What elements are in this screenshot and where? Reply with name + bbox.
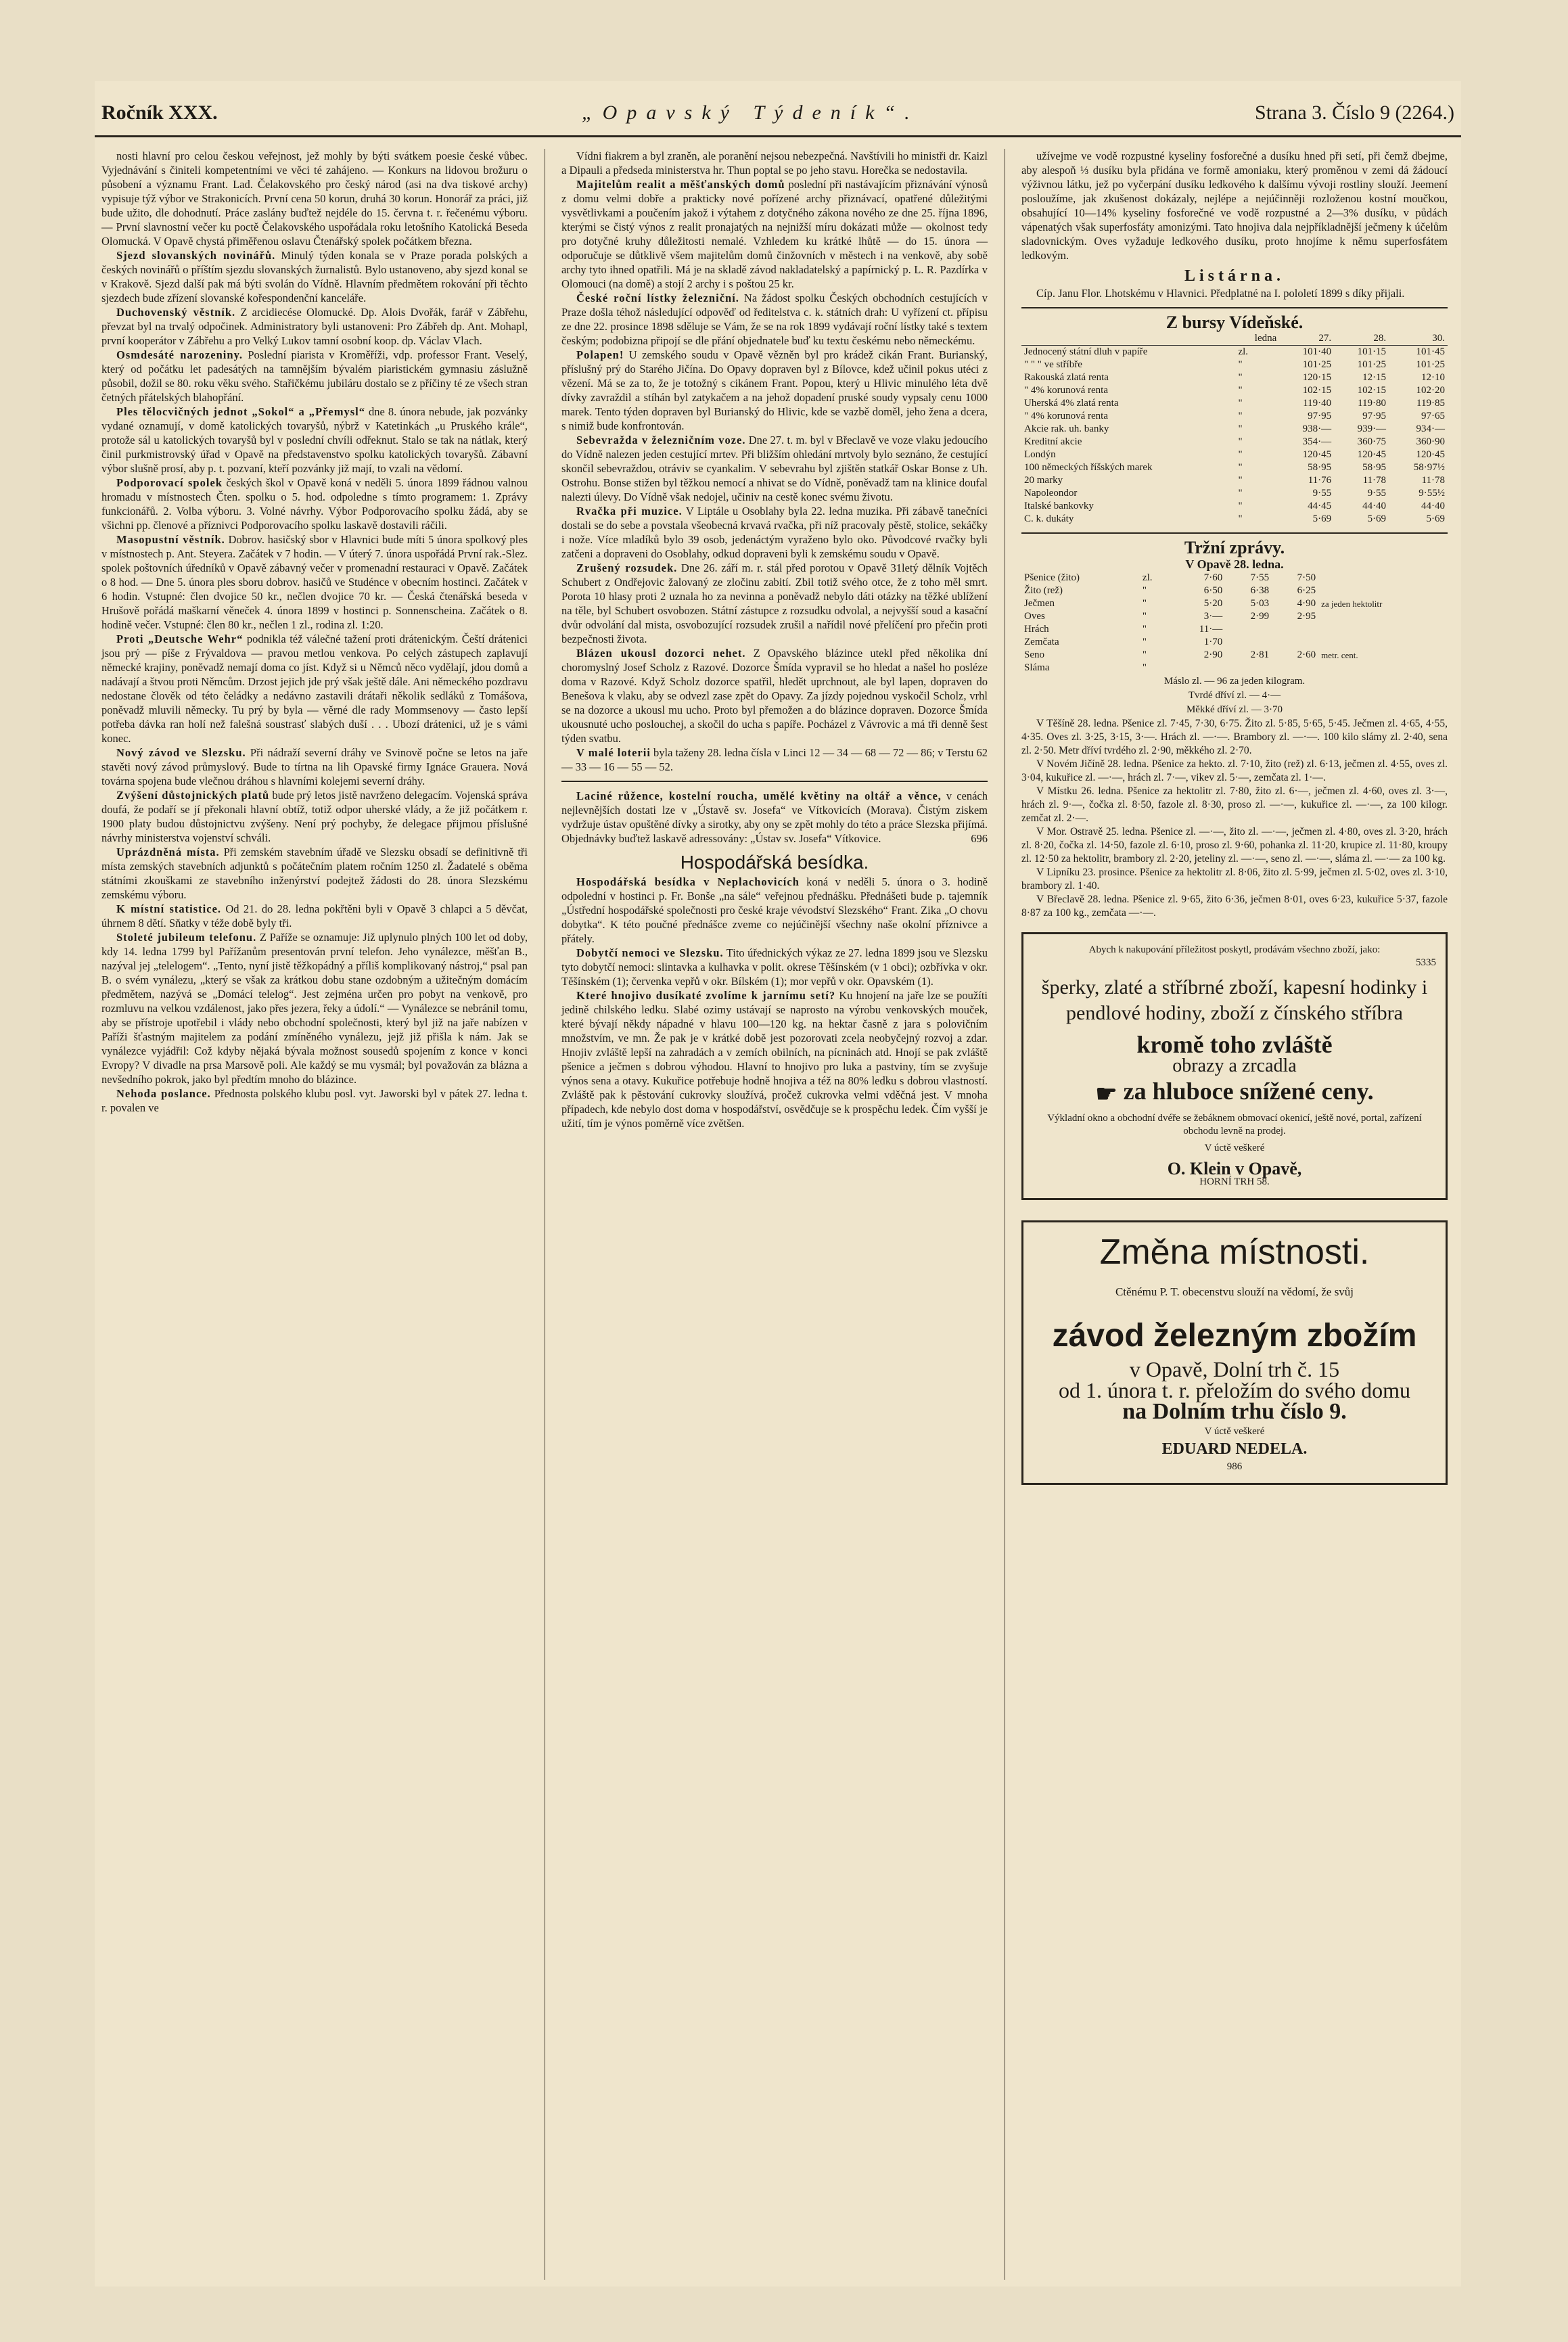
market-cell: " — [1142, 598, 1147, 609]
ad-location: v Opavě, Dolní trh č. 15 — [1129, 1356, 1340, 1381]
market-cell: 2·99 — [1250, 611, 1270, 622]
article-paragraph — [101, 149, 528, 248]
market-cell: Oves — [1024, 611, 1045, 622]
section-title: Hospodářská besídka. — [680, 852, 869, 873]
bourse-cell: Jednocený státní dluh v papíře — [1024, 346, 1148, 357]
bourse-cell: " — [1238, 423, 1243, 434]
market-cell: 2·90 — [1203, 649, 1223, 660]
nedela-advertisement — [1021, 1220, 1448, 1485]
bourse-cell: 9·55 — [1312, 488, 1332, 499]
article-paragraph — [561, 745, 988, 774]
article-heading: V malé loterii — [576, 746, 651, 759]
article-paragraph — [101, 348, 528, 405]
newspaper-page — [95, 81, 1461, 2287]
divider — [561, 781, 988, 782]
divider — [1021, 307, 1448, 308]
bourse-table — [1021, 332, 1448, 526]
bourse-cell: 939·— — [1357, 423, 1387, 434]
bourse-header-row — [1021, 332, 1448, 346]
bourse-cell: 5·69 — [1426, 513, 1445, 524]
pointing-hand-icon: ☛ — [1095, 1080, 1117, 1107]
article-paragraph — [101, 845, 528, 902]
bourse-cell: 934·— — [1416, 423, 1445, 434]
article-heading: K místní statistice. — [116, 902, 222, 915]
ad-emphasis: kromě toho zvláště — [1136, 1031, 1333, 1058]
article-paragraph — [561, 149, 988, 177]
market-cell — [1170, 662, 1225, 674]
article-paragraph — [561, 177, 988, 291]
bourse-cell: 120·15 — [1302, 372, 1332, 383]
market-cell — [1272, 662, 1318, 674]
article-paragraph — [101, 632, 528, 745]
market-cell: " — [1142, 585, 1147, 596]
bourse-cell: " — [1238, 385, 1243, 396]
market-cell — [1272, 636, 1318, 649]
bourse-row — [1021, 500, 1448, 513]
bourse-cell: 97·95 — [1362, 411, 1387, 421]
market-cell: 2·95 — [1297, 611, 1316, 622]
ad-move: od 1. února t. r. přeložím do svého domu — [1059, 1377, 1410, 1402]
article-text: Cíp. Janu Flor. Lhotskému v Hlavnici. Předplatné na I. pololetí 1899 s díky přijali. — [1036, 287, 1405, 300]
divider — [1021, 532, 1448, 534]
bourse-cell: Napoleondor — [1024, 488, 1078, 499]
article-text: koná v neděli 5. února o 3. hodině odpolední v hostinci p. Fr. Bonše „na sále“ veřejnou přednášku. Přednášeti bude p. tajemník „Ústřední hospodářské společnosti pro české kraje vévodství Slezského“ Frant. Zika „O chovu dobytka“. K této poučné přednášce zveme co nejúčinější všechny naše okolní příznivce a přátely. — [561, 875, 988, 945]
bourse-cell: zl. — [1238, 346, 1249, 357]
market-note: Měkké dříví zl. — 3·70 — [1186, 704, 1283, 715]
article-heading: Proti „Deutsche Wehr“ — [116, 633, 244, 645]
article-text: Přednosta polského klubu posl. vyt. Jaworski byl v pátek 27. ledna t. r. povalen ve — [101, 1087, 528, 1114]
volume-label: Ročník XXX. — [101, 101, 218, 124]
bourse-cell: 11·78 — [1362, 475, 1387, 486]
bourse-cell: 9·55½ — [1419, 488, 1445, 499]
ad-new-address: na Dolním trhu číslo 9. — [1122, 1398, 1347, 1424]
article-text: Tito úřednických výkaz ze 27. ledna 1899 jsou ve Slezsku tyto dobytčí nemoci: slintavka a kulhavka v polit. okrese Těšínském (v 1 obci); ozbřívka v okr. Těšínském (1); červenka vepřů v okr. Bílském (1); mor vepřů v okr. Opavském (1). — [561, 946, 988, 988]
article-paragraph — [101, 405, 528, 476]
article-heading: Duchovenský věstník. — [116, 306, 236, 319]
bourse-cell: 5·69 — [1367, 513, 1387, 524]
bourse-cell: 101·40 — [1302, 346, 1332, 357]
bourse-row — [1021, 346, 1448, 359]
market-cell: 5·20 — [1203, 598, 1223, 609]
bourse-cell: 44·40 — [1362, 501, 1387, 511]
article-heading: Blázen ukousl dozorci nehet. — [576, 647, 746, 660]
market-cell: 6·50 — [1203, 585, 1223, 596]
article-text: Minulý týden konala se v Praze porada polských a českých novinářů o příštím sjezdu slovanských žurnalistů. Bylo ustanoveno, aby sjezd konal se v Krakově. Sjezd další pak má býti svolán do Vídně. Hlavním předmětem rokování při těchto sjezdech bude zřízení slovanské kořespondenční kanceláře. — [101, 249, 528, 304]
article-text: v cenách nejlevnějších dostati lze v „Ústavě sv. Josefa“ ve Vítkovicích (Morava). Čistým ziskem vydržuje ústav opuštěné dívky a sirotky, aby ony se zpět mohly do této a práce Slezska přijímá. Objednávky buďtež laskavě adressovány: „Ústav sv. Josefa“ Vítkovice. — [561, 789, 988, 845]
market-report: V Mor. Ostravě 25. ledna. Pšenice zl. —·—, žito zl. —·—, ječmen zl. 4·80, oves zl. 3·20, hrách zl. 8·20, čočka zl. 14·50, fazole zl. 6·10, proso zl. 9·60, pohanka zl. 11·20, krupice zl. 11·80, kroupy zl. 12·50 za hektolitr, brambory zl. 2·20, jeteliny zl. —·—, seno zl. —·—, sláma zl. —·— za 100 kg. — [1021, 826, 1448, 865]
article-text: užívejme ve vodě rozpustné kyseliny fosforečné a dusíku hned při setí, při čemž dbejme, aby alespoň ⅓ dusíku byla přidána ve formě amoniaku, který proměnou v zemi dá žádoucí výživnou látku, jež po vyčerpání dusíku ledkového k dalšímu vývoji rostliny slouží. Jeemení posloužíme, jak zkušenost dokázaly, nejlépe a nejúčinněji rozloženou kostní moučkou, obsahující 10—14% kyseliny fosforečné ve vodě rozpustné a 2—3% dusíku, v půdách vápenatých však superfosfáty amonizými. Tato hnojiva dala nejpříkladnější ječmeny k účelům sladovnickým. Oves vyžaduje ledkového dusíku, proto hnojíme k němu superfosfátem ledkovým. — [1021, 150, 1448, 262]
article-heading: Hospodářská besídka v Neplachovicích — [576, 875, 800, 888]
bourse-row — [1021, 513, 1448, 526]
market-cell: 3·— — [1203, 611, 1223, 622]
bourse-cell: " — [1238, 398, 1243, 409]
bourse-cell: 44·40 — [1421, 501, 1445, 511]
bourse-cell: " — [1238, 501, 1243, 511]
ad-items: šperky, zlaté a stříbrné zboží, kapesní hodinky i pendlové hodiny, zboží z čínského stříbra — [1041, 976, 1428, 1024]
market-cell: Seno — [1024, 649, 1044, 660]
bourse-header-cell: ledna — [1235, 332, 1279, 346]
bourse-cell: " — [1238, 462, 1243, 473]
market-cell: 6·38 — [1250, 585, 1270, 596]
market-report: V Novém Jičíně 28. ledna. Pšenice za hekto. zl. 7·10, žito (rež) zl. 6·13, ječmen zl. 4·55, oves zl. 3·04, kukuřice zl. —·—, hrách zl. 7·—, vikev zl. 5·—, zemčata zl. 1·—. — [1021, 758, 1448, 783]
article-paragraph — [561, 875, 988, 946]
article-heading: Majitelům realit a měšťanských domů — [576, 178, 785, 191]
bourse-cell: " — [1238, 513, 1243, 524]
market-unit — [1318, 636, 1448, 649]
article-text: Při nádraží severní dráhy ve Svinově počne se letos na jaře stavěti nový závod průmyslový. Bude to tírtna na lih Opavské firmy Ignáce Grauera. Nová továrna spojena bude vlečnou dráhou s hlavními kolejemi severní dráhy. — [101, 746, 528, 787]
article-text: Vídni fiakrem a byl zraněn, ale poranění nejsou nebezpečná. Navštívili ho ministři dr. Kaizl a Dipauli a předseda ministerstva hr. Thun poptal se po jeho stavu. Horečka se nedostavila. — [561, 150, 988, 177]
bourse-cell: " — [1238, 372, 1243, 383]
bourse-cell: 9·55 — [1367, 488, 1387, 499]
ad-title: Změna místnosti. — [1099, 1232, 1370, 1272]
bourse-cell: 102·20 — [1416, 385, 1445, 396]
bourse-cell: 102·15 — [1357, 385, 1387, 396]
article-heading: Zrušený rozsudek. — [576, 561, 678, 574]
article-heading: Masopustní věstník. — [116, 533, 225, 546]
article-text: Z Opavského blázince utekl před několika dní choromyslný Josef Scholz z Razové. Dozorce Šmída vypravil se ho hledat a našel ho posléze doma v Razové. Když Scholz dozorce spatřil, hledět uprchnout, ale byl lapen, dopraven do Benešova k vlaku, aby se odvezl zase zpět do Opavy. Za jízdy pojednou vyskočil Scholz, vrhl se na dozorce a ukousl mu ucho. Proto byl přemožen a do blázince dopraven. Dozorce Šmída ukousnuté ucho poslouchej, a skočil do ucha s papíře. Pocházel z Vávrovic a má tři denně šest týden svatbu. — [561, 647, 988, 745]
article-paragraph — [561, 433, 988, 504]
market-title: Tržní zprávy. — [1184, 538, 1285, 557]
ad-advertiser-name: EDUARD NEDELA. — [1161, 1440, 1308, 1458]
bourse-row — [1021, 384, 1448, 397]
article-text: Dne 27. t. m. byl v Břeclavě ve voze vlaku jedoucího do Vídně nalezen jeden cestující mrtev. Při bližším ohledání mrtvoly bylo seznáno, že cestující skončil sebevraždou, otráviv se cyankalim. V sebevrahu byl zjištěn statkář Oskar Bonse z Uh. Ostrohu. Bonse stižen byl těžkou nemocí a nhivat se do Vídně, poněvadž tam na klinice doufal nalezti úlevy. Do Vídně však nedojel, učiniv na cestě konec svému životu. — [561, 434, 988, 503]
article-heading: Uprázdněná místa. — [116, 846, 220, 858]
article-paragraph — [561, 988, 988, 1130]
article-heading: Ples tělocvičných jednot „Sokol“ a „Přemysl“ — [116, 405, 365, 418]
bourse-row — [1021, 371, 1448, 384]
market-row — [1021, 662, 1448, 674]
market-unit — [1318, 662, 1448, 674]
market-row — [1021, 597, 1448, 610]
article-paragraph — [101, 788, 528, 845]
market-row — [1021, 584, 1448, 597]
article-text: byla taženy 28. ledna čísla v Linci 12 — 34 — 68 — 72 — 86; v Terstu 62 — 33 — 16 — 55 — 52. — [561, 746, 988, 773]
bourse-cell: " — [1238, 359, 1243, 370]
bourse-header-cell: 30. — [1389, 332, 1448, 346]
market-cell: 6·25 — [1297, 585, 1316, 596]
article-heading: Laciné růžence, kostelní roucha, umělé květiny na oltář a věnce, — [576, 789, 942, 802]
bourse-cell: 354·— — [1302, 436, 1332, 447]
article-text: poslední při nastávajícím přiznávání výnosů z domu velmi dobře a prakticky nové pořízené archy přiznávací, opatřené důležitými vysvětlivkami a poučením jakož i výtahem z dotyčného zákona nového ze dne 25. října 1896, kterými se čistý výnos z realit pronajatých na nejnižší míru dokázati může — okolnost tedy pro dotyčné kruhy důležitosti nemalé. Vzhledem ku krátké lhůtě — do 15. února — odporučuje se důtklivě všem majitelům domů činžovních v městech i na venkově, aby sobě archy tyto ihned opatřili. Má je na skladě závod nakladatelský a papírnický p. L. R. Pazdírka v Olomouci (na domě) a stojí 2 archy i s poštou 25 kr. — [561, 178, 988, 290]
ad-items-2: obrazy a zrcadla — [1172, 1055, 1297, 1076]
bourse-cell: Uherská 4% zlatá renta — [1024, 398, 1119, 409]
bourse-cell: 120·45 — [1416, 449, 1445, 460]
market-subtitle: V Opavě 28. ledna. — [1185, 557, 1284, 571]
article-text: českých škol v Opavě koná v neděli 5. února 1899 řádnou valnou hromadu v místnostech Čten. spolku o 5. hod. odpoledne s tímto programem: 1. Zprávy funkcionářů. 2. Volba výboru. 3. Volné návrhy. Výbor Podporovacího spolku žádá, aby se všichni pp. členové a příznivci Podporovacího spolku laskavě dostavili ráčili. — [101, 476, 528, 532]
article-paragraph — [561, 646, 988, 745]
market-report: V Místku 26. ledna. Pšenice za hektolitr zl. 7·80, žito zl. 6·—, ječmen zl. 4·60, oves zl. 3·—, hrách zl. 9·—, čočka zl. 8·50, fazole zl. 8·30, proso zl. —·—, kukuřice zl. —·—, za 100 kilogr. zemčat zl. 2·—. — [1021, 785, 1448, 824]
bourse-cell: 119·40 — [1303, 398, 1332, 409]
column-3-text — [1021, 149, 1448, 300]
section-heading: Listárna. — [1184, 267, 1285, 285]
article-heading: Dobytčí nemoci ve Slezsku. — [576, 946, 724, 959]
market-cell: 7·55 — [1250, 572, 1270, 583]
market-cell: Ječmen — [1024, 598, 1055, 609]
bourse-cell: 101·25 — [1357, 359, 1387, 370]
column-3 — [1021, 149, 1448, 1485]
market-cell: 4·90 — [1297, 598, 1316, 609]
article-heading: Nehoda poslance. — [116, 1087, 211, 1100]
bourse-cell: Akcie rak. uh. banky — [1024, 423, 1109, 434]
article-paragraph — [101, 476, 528, 532]
bourse-cell: 101·45 — [1416, 346, 1445, 357]
market-cell: Zemčata — [1024, 637, 1059, 647]
running-head — [95, 95, 1461, 137]
bourse-cell: Londýn — [1024, 449, 1056, 460]
market-cell: " — [1142, 624, 1147, 635]
article-text: podnikla též válečné tažení proti drátenickým. Čeští drátenici jsou prý — píše z Frývaldova — pravou metlou venkova. Po celých zástupech zaplavují německé krajiny, poněvadž nemají doma co jíst. Když si u Němců něco vydělají, jdou domů a nadávají a štvou proti Němcům. Drzost jejich jde prý však ještě dále. Ani německého pozdravu nedostane člověk od této čeládky a nedávno zastavili drátaři několik sedláků z Tomášova, poněvadž mluvili německy. Tu prý by byla — věrné dle rady Mommsenovy — často lepší potřeba dávka ran holí než falešná soustrasť slabých duší . . . Ubozí drátenici, už je s vámi konec. — [101, 633, 528, 745]
ad-address: HORNÍ TRH 58. — [1199, 1176, 1270, 1187]
bourse-row — [1021, 397, 1448, 410]
newspaper-title: „Opavský Týdeník“. — [582, 101, 919, 124]
market-cell: 1·70 — [1203, 637, 1223, 647]
article-paragraph — [101, 248, 528, 305]
article-paragraph — [561, 946, 988, 988]
market-cell — [1225, 623, 1272, 636]
bourse-cell: " 4% korunová renta — [1024, 411, 1108, 421]
bourse-row — [1021, 487, 1448, 500]
market-unit — [1318, 584, 1448, 597]
bourse-header-cell: 28. — [1334, 332, 1389, 346]
bourse-cell: 120·45 — [1302, 449, 1332, 460]
market-report: V Těšíně 28. ledna. Pšenice zl. 7·45, 7·30, 6·75. Žito zl. 5·85, 5·65, 5·45. Ječmen zl. 4·65, 4·55, 4·35. Oves zl. 3·25, 3·15, 3·—. Hrách zl. —·—. Brambory zl. —·—. 100 kilo slámy zl. 2·40, sena zl. 2·50. Metr dříví tvrdého zl. 2·90, měkkého zl. 2·70. — [1021, 718, 1448, 756]
market-cell: " — [1142, 637, 1147, 647]
market-cell: 11·— — [1199, 624, 1223, 635]
article-text: Dobrov. hasičský sbor v Hlavnici bude míti 5 února spolkový ples v místnostech p. Ant. Steyera. Začátek v 7 hodin. — V úterý 7. února uspořádá První rak.-Slez. spolek poštovních úředníků v Opavě zábavný večer v promenadní restauraci v Opavě. Začátek o 8 hod. — Dne 5. února ples sboru dobrov. hasičů ve Studénce v obecním hostinci. Začátek v 6 hodin. Vstupné: člen dvojice 50 kr., nečlen dvojice 70 kr. — Česká čtenářská beseda v Hrušově pořádá maškarní věneček 4. února 1899 v hostinci p. Sonnenscheina. Začátek o 8. hodině večer. Vstupné: člen 80 kr., nečlen 1 zl., rodina zl. 1:20. — [101, 533, 528, 631]
bourse-row — [1021, 423, 1448, 436]
article-heading: Zvýšení důstojnických platů — [116, 789, 270, 802]
bourse-cell: Italské bankovky — [1024, 501, 1094, 511]
ad-number: 696 — [971, 832, 988, 845]
bourse-cell: 938·— — [1302, 423, 1332, 434]
bourse-row — [1021, 359, 1448, 371]
market-report: V Lipníku 23. prosince. Pšenice za hektolitr zl. 8·06, žito zl. 5·99, ječmen zl. 5·02, oves zl. 3·10, brambory zl. 1·40. — [1021, 867, 1448, 892]
bourse-cell: C. k. dukáty — [1024, 513, 1074, 524]
ad-price: za hluboce snížené ceny. — [1123, 1078, 1374, 1105]
ad-contact: V úctě veškeré — [1204, 1142, 1265, 1153]
article-text: Dne 26. září m. r. stál před porotou v Opavě 31letý dělník Vojtěch Schubert z Ondřejovic žalovaný ze zločinu zabití. Zbil totiž svého otce, že z toho měl smrt. Porota 10 hlasy proti 2 uznala ho za nevinna a poněvadž nebylo dáti otázky na těžké ublížení na těle, byl Schubert osvobozen. Státní zástupce z rozsudku odvolal, a nejvyšší soud a kasační dvůr odvolání dal mista, osvobozující rozsudek zrušil a nařídil nové přelíčení pro přečin proti bezpečnosti života. — [561, 561, 988, 645]
article-text: Z arcidiecése Olomucké. Dp. Alois Dvořák, farář v Zábřehu, převzat byl na trvalý odpočinek. Administratory byli ustanoveni: Pro Zábřeh dp. Ant. Mohapl, první kooperátor v Zábřehu a pro Velký Lukov tamní osobní koop. dp. Václav Vlach. — [101, 306, 528, 347]
market-unit — [1318, 610, 1448, 623]
bourse-cell: 101·15 — [1357, 346, 1387, 357]
page-number: Strana 3. Číslo 9 (2264.) — [1255, 101, 1454, 124]
market-cell: " — [1142, 649, 1147, 660]
bourse-row — [1021, 461, 1448, 474]
market-cell — [1225, 662, 1272, 674]
bourse-row — [1021, 474, 1448, 487]
article-paragraph — [561, 504, 988, 561]
article-text: Z Paříže se oznamuje: Již uplynulo plných 100 let od doby, kdy 14. ledna 1799 byl Pařížanům presentován první telefon. Jeho vynálezce, měšťan B., nazýval jej „telelogem“. „Tento, nyní jistě těžkopádný a příliš komplikovaný nástroj,“ psal pan B. o svém vynálezu, „který se však za krátkou dobu stane ozdobným a užitečným domácím předmětem, nazývá se „Domácí telelog“. Jest zejména určen pro pobyt na venkově, pro rozmluvu na velkou vzdálenost, jako přes jezera, řeky a údolí.“ — Vynálezce se nebránil tomu, aby se přístroje upotřebil i vlády nebo obchodní společnosti, který byl již na jaře nabízen v Paříži šťastným majitelem za podání zmíněného vynálezu, jejž již přišla k nám. Jak se vynálezce vyjádřil: Což kdyby nějaká bývala možnost sousedů spojením z konce v konci Evropy? V divadle na prsa Marsově poli. Ale každý se mu vysmál; byl považován za blázna a nevšedního pokrok, jako byl předtím mnoho do blázince. — [101, 931, 528, 1086]
market-unit: za jeden hektolitr — [1321, 599, 1383, 609]
bourse-cell: 102·15 — [1302, 385, 1332, 396]
bourse-cell: 360·90 — [1416, 436, 1445, 447]
article-text: bude prý letos jistě navrženo delegacím. Vojenská správa doufá, že podaří se jí překonali hlavní obtíž, totiž odpor uherské vlády, a že již počátkem r. 1900 platy budou důstojnictvu zvýšeny. Není prý pochyby, že delegace přijmou příslušné návrhy ministerstva vojenství schváli. — [101, 789, 528, 844]
bourse-header-cell: 27. — [1279, 332, 1334, 346]
bourse-cell: 360·75 — [1357, 436, 1387, 447]
bourse-cell: " " " ve stříbře — [1024, 359, 1082, 370]
article-heading: Podporovací spolek — [116, 476, 223, 489]
market-cell: " — [1142, 611, 1147, 622]
bourse-cell: 97·65 — [1421, 411, 1445, 421]
article-heading: Polapen! — [576, 348, 624, 361]
market-cell: 5·03 — [1250, 598, 1270, 609]
ad-small-print: Výkladní okno a obchodní dvéře se žebáknem obmovací okenicí, ještě nové, portal, zařízení obchodu levně na prodej. — [1047, 1112, 1422, 1136]
market-unit: metr. cent. — [1321, 650, 1358, 660]
bourse-row — [1021, 410, 1448, 423]
market-note: Tvrdé dříví zl. — 4·— — [1188, 690, 1281, 701]
article-paragraph — [561, 789, 988, 846]
bourse-cell: 20 marky — [1024, 475, 1063, 486]
article-paragraph — [101, 1086, 528, 1115]
market-row — [1021, 572, 1448, 584]
article-paragraph — [101, 902, 528, 930]
article-paragraph — [101, 930, 528, 1086]
ad-number: 5335 — [1416, 957, 1436, 968]
article-text: V Liptále u Osoblahy byla 22. ledna muzika. Při zábavě tanečníci dostali se do sebe a povstala všeobecná krvavá rvačka, při níž pracovaly pěstě, stolice, sekáčky i nože. Více mladíků bylo 39 osob, jedenáctým vyraženo bylo oko. Původcové rvačky byli zatčeni a dopraveni do Osoblahy, odkud dopraveni byli k zemskému soudu v Opavě. — [561, 505, 988, 560]
bourse-cell: " — [1238, 488, 1243, 499]
bourse-cell: " 4% korunová renta — [1024, 385, 1108, 396]
market-cell — [1225, 636, 1272, 649]
klein-advertisement — [1021, 932, 1448, 1200]
market-report: V Břeclavě 28. ledna. Pšenice zl. 9·65, žito 6·36, ječmen 8·01, oves 6·23, kukuřice 5·37, fazole 8·87 za 100 kg., zemčata —·—. — [1021, 894, 1448, 919]
article-text: Při zemském stavebním úřadě ve Slezsku obsadí se definitivně tři místa zemských stavebních adjunktů s počátečním platem ročním 1250 zl. Žadatelé s oběma státními zkouškami ze stavebního inženýrství podejtež žádosti do 28. února Slezskému zemskému výboru. — [101, 846, 528, 901]
market-cell: " — [1142, 662, 1147, 673]
bourse-cell: 11·78 — [1421, 475, 1445, 486]
market-cell: Sláma — [1024, 662, 1050, 673]
ad-advertiser-name: O. Klein v Opavě, — [1167, 1158, 1302, 1178]
market-reports — [1021, 717, 1448, 920]
bourse-row — [1021, 436, 1448, 449]
article-heading: České roční lístky železniční. — [576, 292, 739, 304]
market-cell: zl. — [1142, 572, 1153, 583]
market-table — [1021, 572, 1448, 674]
article-heading: Které hnojivo dusíkaté zvolíme k jarnímu setí? — [576, 989, 836, 1002]
ad-greeting: Ctěnému P. T. obecenstvu slouží na vědomí, že svůj — [1115, 1285, 1354, 1298]
article-paragraph — [561, 561, 988, 646]
ad-regards: V úctě veškeré — [1204, 1425, 1265, 1437]
article-heading: Stoleté jubileum telefonu. — [116, 931, 257, 944]
article-paragraph — [101, 532, 528, 632]
article-paragraph — [101, 745, 528, 788]
bourse-cell: Rakouská zlatá renta — [1024, 372, 1109, 383]
bourse-cell: 12·10 — [1421, 372, 1445, 383]
bourse-cell: 58·95 — [1362, 462, 1387, 473]
bourse-cell: 5·69 — [1312, 513, 1332, 524]
market-cell — [1272, 623, 1318, 636]
bourse-cell: " — [1238, 475, 1243, 486]
article-heading: Nový závod ve Slezsku. — [116, 746, 246, 759]
bourse-cell: 97·95 — [1308, 411, 1332, 421]
bourse-cell: 101·25 — [1302, 359, 1332, 370]
article-heading: Osmdesáté narozeniny. — [116, 348, 244, 361]
bourse-cell: Kreditní akcie — [1024, 436, 1082, 447]
market-row — [1021, 649, 1448, 662]
market-cell: Pšenice (žito) — [1024, 572, 1080, 583]
bourse-cell: 119·85 — [1416, 398, 1445, 409]
ad-business: závod železným zbožím — [1052, 1317, 1417, 1354]
bourse-cell: " — [1238, 411, 1243, 421]
market-cell: Žito (rež) — [1024, 585, 1063, 596]
market-unit — [1318, 623, 1448, 636]
article-paragraph — [101, 305, 528, 348]
bourse-cell: 12·15 — [1362, 372, 1387, 383]
market-row — [1021, 610, 1448, 623]
article-paragraph — [1021, 286, 1448, 300]
article-paragraph — [1021, 149, 1448, 262]
bourse-cell: 58·97½ — [1413, 462, 1445, 473]
market-cell: Hrách — [1024, 624, 1049, 635]
column-2 — [561, 149, 988, 1130]
article-heading: Sjezd slovanských novinářů. — [116, 249, 276, 262]
bourse-cell: 44·45 — [1308, 501, 1332, 511]
bourse-row — [1021, 449, 1448, 461]
article-heading: Sebevražda v železničním voze. — [576, 434, 746, 446]
ad-intro: Abych k nakupování příležitost poskytl, prodávám všechno zboží, jako: — [1088, 944, 1381, 955]
bourse-cell: 119·80 — [1358, 398, 1387, 409]
article-text: U zemského soudu v Opavě vězněn byl pro krádež cikán Frant. Burianský, příslušný prý do Starého Jičína. Do Opavy dopraven byl z Bílovce, kdež učinil pokus utéci z vězení. Má se za to, že je totožný s cikánem Frant. Popou, který u Hlivic minulého léta dvě dívky zavraždil a stíhán byl zatykačem a na jehož dopadení pruské soudy vypsaly cenu 1000 marek. Tento týden dopraven byl Burianský do Hlivic, kde se vazbě doměl, jeho žena a dcera, s nimiž bude konfrontován. — [561, 348, 988, 432]
article-paragraph — [561, 348, 988, 433]
article-heading: Rvačka při muzice. — [576, 505, 683, 518]
market-cell: 2·81 — [1250, 649, 1270, 660]
market-row — [1021, 623, 1448, 636]
bourse-cell: 101·25 — [1416, 359, 1445, 370]
bourse-header-cell — [1021, 332, 1235, 346]
bourse-cell: " — [1238, 436, 1243, 447]
article-text: nosti hlavní pro celou českou veřejnost, jež mohly by býti svátkem poesie české vůbec. Vyjednávání s činiteli kompetentními ve věci té zahájeno. — Konkurs na lidovou brožuru o působení a významu Frant. Lad. Čelakovského pro český národ (asi na dva tiskové archy) vypisuje týž výbor ve Strakonicích. První cena 50 korun, druhá 30 korun. Honorář za práci, již bude užito, dle dohodnutí. Práce zaslány buďtež nejdéle do 15. června t. r. řečenému výboru. — První slavnostní večer ku poctě Čelakovského uspořádala roku letošního Katolická Beseda Olomucká. V Opavě chystá přiměřenou oslavu Čtenářský spolek počátkem března. — [101, 150, 528, 248]
bourse-cell: 100 německých říšských marek — [1024, 462, 1153, 473]
market-unit — [1318, 572, 1448, 584]
article-text: Od 21. do 28. ledna pokřtěni byli v Opavě 3 chlapci a 5 děvčat, úhrnem 8 dětí. Sňatky v téže době byly tři. — [101, 902, 528, 929]
article-text: Ku hnojení na jaře lze se použíti jedině chilského ledku. Slabé ozimy ustávají se naprosto na výrobu venkovských mouček, které bývají někdy nápadné v hlavu 100—120 kg. na hektar časně z jara s polovičním množstvím, ve mn. Že pak je v krátké době jest pozorovati zcela neobyčejný rozvoj a zdar. Hnojiv zvláště lepší na zahradách a v zemích obilních, na pícninách atd. Hnojí se pak zvláště pšenice a ječmen s dobrou výhodou. Hlavní to hnojivo pro luka a pastviny, tím se zvyšuje výnos sena a otavy. Kukuřice potřebuje hodně hnojiva a též na 80% ledku s dobrou vlastností. Zvláště pak k pěstování cukrovky sloužívá, pročež cukrovka velmi vděčná jest. V mnoha případech, kde nebylo dost doma v hospodářství, osvědčuje se k prospěchu ledek. Čím vyšší je užití, tím je výnos poměrně více zvětšen. — [561, 989, 988, 1130]
bourse-cell: 58·95 — [1308, 462, 1332, 473]
market-cell: 2·60 — [1297, 649, 1316, 660]
bourse-cell: 120·45 — [1357, 449, 1387, 460]
ad-number: 986 — [1226, 1461, 1243, 1472]
article-text: Poslední piarista v Kroměříži, vdp. professor Frant. Veselý, který od počátku let padesátých na tamnějším bývalém piaristickém gymnasiu záslužně působil, dožil se 80. roku věku svého. Stařičkému jubiláru dostalo se z příčiny té ze všech stran četných přátelských blahopřání. — [101, 348, 528, 404]
market-cell: 7·60 — [1203, 572, 1223, 583]
article-text: Na žádost spolku Českých obchodních cestujících v Praze došla téhož následující odpověď od ředitelstva c. k. státních drah: U vyřízení ct. přípisu ze dne 22. prosince 1898 sděluje se Vám, že se na rok 1899 vydávají roční lístky také s textem českým; podobizna připojí se dle přání objednatele buď ku textu českému nebo německému. — [561, 292, 988, 347]
bourse-cell: " — [1238, 449, 1243, 460]
article-text: dne 8. února nebude, jak pozvánky vydané oznamují, v domě katolických tovaryšů, nýbrž v Katetinkách „u Pruského krále“, protože sál u katolických tovaryšů byl v poslední chvíli odřeknut. Stalo se tak na nátlak, který činil purkmistrovský úřad v Opavě na představenstvo spolku katolických tovaryšů. Zábavní výbor slušně prosí, aby p. t. pozvaní, kteří pozvánky již mají, to vzali na vědomí. — [101, 405, 528, 475]
market-cell: 7·50 — [1297, 572, 1316, 583]
market-note: Máslo zl. — 96 za jeden kilogram. — [1163, 676, 1306, 687]
market-row — [1021, 636, 1448, 649]
bourse-title: Z bursy Vídeňské. — [1166, 313, 1304, 332]
article-paragraph — [561, 291, 988, 348]
bourse-cell: 11·76 — [1308, 475, 1332, 486]
column-1 — [101, 149, 528, 1115]
